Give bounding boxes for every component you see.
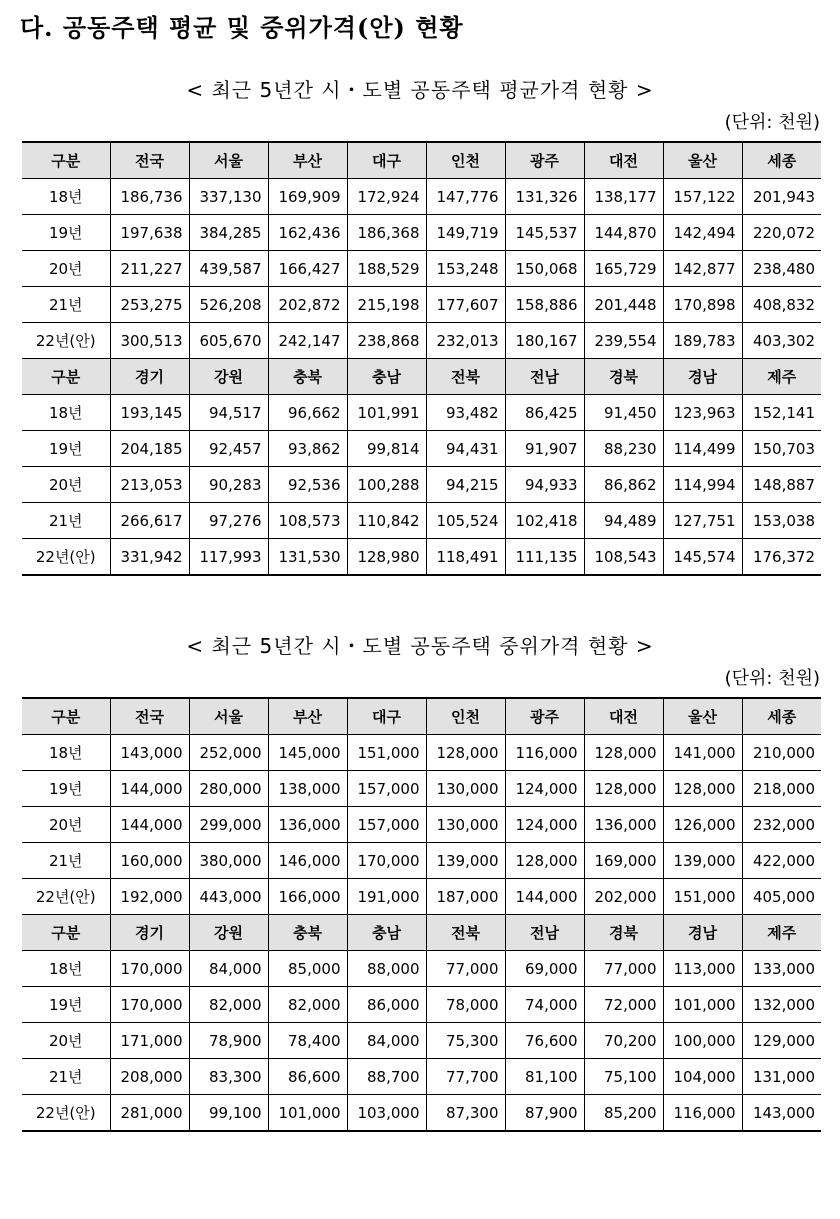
column-header: 광주 <box>505 698 584 735</box>
value-cell: 124,000 <box>505 771 584 807</box>
value-cell: 116,000 <box>505 735 584 771</box>
column-header: 경북 <box>584 915 663 951</box>
table-header-row <box>22 698 821 735</box>
column-header: 구분 <box>22 142 110 179</box>
average-price-unit-label: (단위: 천원) <box>724 112 820 133</box>
column-header: 전북 <box>426 359 505 395</box>
value-cell: 86,862 <box>584 467 663 503</box>
value-cell: 213,053 <box>110 467 189 503</box>
value-cell: 201,448 <box>584 287 663 323</box>
value-cell: 157,122 <box>663 179 742 215</box>
value-cell: 141,000 <box>663 735 742 771</box>
row-label-cell: 22년(안) <box>22 539 110 576</box>
value-cell: 77,000 <box>426 951 505 987</box>
value-cell: 405,000 <box>742 879 821 915</box>
value-cell: 130,000 <box>426 771 505 807</box>
value-cell: 111,135 <box>505 539 584 576</box>
value-cell: 403,302 <box>742 323 821 359</box>
value-cell: 101,000 <box>268 1095 347 1132</box>
value-cell: 124,000 <box>505 807 584 843</box>
table-row <box>22 215 821 251</box>
value-cell: 142,877 <box>663 251 742 287</box>
column-header: 울산 <box>663 142 742 179</box>
value-cell: 81,100 <box>505 1059 584 1095</box>
value-cell: 160,000 <box>110 843 189 879</box>
value-cell: 145,574 <box>663 539 742 576</box>
average-price-table-caption: < 최근 5년간 시・도별 공동주택 평균가격 현황 > <box>186 78 654 102</box>
value-cell: 143,000 <box>742 1095 821 1132</box>
value-cell: 94,517 <box>189 395 268 431</box>
value-cell: 94,431 <box>426 431 505 467</box>
column-header: 제주 <box>742 359 821 395</box>
value-cell: 126,000 <box>663 807 742 843</box>
table-row <box>22 843 821 879</box>
value-cell: 186,368 <box>347 215 426 251</box>
median-price-unit-label: (단위: 천원) <box>724 668 820 689</box>
value-cell: 108,573 <box>268 503 347 539</box>
value-cell: 86,425 <box>505 395 584 431</box>
row-label-cell: 21년 <box>22 503 110 539</box>
column-header: 대구 <box>347 698 426 735</box>
value-cell: 201,943 <box>742 179 821 215</box>
column-header: 울산 <box>663 698 742 735</box>
value-cell: 218,000 <box>742 771 821 807</box>
value-cell: 172,924 <box>347 179 426 215</box>
value-cell: 144,000 <box>505 879 584 915</box>
value-cell: 117,993 <box>189 539 268 576</box>
value-cell: 146,000 <box>268 843 347 879</box>
value-cell: 170,000 <box>347 843 426 879</box>
value-cell: 72,000 <box>584 987 663 1023</box>
value-cell: 93,862 <box>268 431 347 467</box>
median-price-table-caption: < 최근 5년간 시・도별 공동주택 중위가격 현황 > <box>186 634 654 658</box>
value-cell: 331,942 <box>110 539 189 576</box>
value-cell: 87,900 <box>505 1095 584 1132</box>
value-cell: 202,872 <box>268 287 347 323</box>
value-cell: 157,000 <box>347 771 426 807</box>
table-row <box>22 1023 821 1059</box>
column-header: 경남 <box>663 915 742 951</box>
value-cell: 84,000 <box>347 1023 426 1059</box>
column-header: 광주 <box>505 142 584 179</box>
table-row <box>22 987 821 1023</box>
value-cell: 131,326 <box>505 179 584 215</box>
table-row <box>22 395 821 431</box>
value-cell: 150,703 <box>742 431 821 467</box>
table-header-row <box>22 142 821 179</box>
value-cell: 82,000 <box>189 987 268 1023</box>
value-cell: 239,554 <box>584 323 663 359</box>
value-cell: 69,000 <box>505 951 584 987</box>
row-label-cell: 20년 <box>22 467 110 503</box>
column-header: 구분 <box>22 698 110 735</box>
column-header: 전남 <box>505 359 584 395</box>
value-cell: 193,145 <box>110 395 189 431</box>
value-cell: 88,700 <box>347 1059 426 1095</box>
value-cell: 132,000 <box>742 987 821 1023</box>
section-heading: 다. 공동주택 평균 및 중위가격(안) 현황 <box>20 13 464 42</box>
value-cell: 526,208 <box>189 287 268 323</box>
value-cell: 138,000 <box>268 771 347 807</box>
value-cell: 152,141 <box>742 395 821 431</box>
column-header: 세종 <box>742 142 821 179</box>
value-cell: 171,000 <box>110 1023 189 1059</box>
column-header: 대전 <box>584 142 663 179</box>
value-cell: 299,000 <box>189 807 268 843</box>
row-label-cell: 20년 <box>22 1023 110 1059</box>
column-header: 강원 <box>189 359 268 395</box>
column-header: 전국 <box>110 698 189 735</box>
value-cell: 153,038 <box>742 503 821 539</box>
value-cell: 129,000 <box>742 1023 821 1059</box>
value-cell: 70,200 <box>584 1023 663 1059</box>
row-label-cell: 19년 <box>22 987 110 1023</box>
value-cell: 92,457 <box>189 431 268 467</box>
value-cell: 100,000 <box>663 1023 742 1059</box>
table-row <box>22 179 821 215</box>
value-cell: 144,870 <box>584 215 663 251</box>
value-cell: 91,450 <box>584 395 663 431</box>
value-cell: 266,617 <box>110 503 189 539</box>
table-row <box>22 467 821 503</box>
column-header: 구분 <box>22 359 110 395</box>
value-cell: 131,530 <box>268 539 347 576</box>
value-cell: 145,000 <box>268 735 347 771</box>
value-cell: 443,000 <box>189 879 268 915</box>
value-cell: 102,418 <box>505 503 584 539</box>
value-cell: 76,600 <box>505 1023 584 1059</box>
value-cell: 145,537 <box>505 215 584 251</box>
median-price-table <box>22 697 821 1132</box>
column-header: 서울 <box>189 698 268 735</box>
value-cell: 187,000 <box>426 879 505 915</box>
table-row <box>22 431 821 467</box>
table-row <box>22 807 821 843</box>
value-cell: 86,000 <box>347 987 426 1023</box>
value-cell: 92,536 <box>268 467 347 503</box>
table-row <box>22 1095 821 1132</box>
row-label-cell: 22년(안) <box>22 323 110 359</box>
value-cell: 380,000 <box>189 843 268 879</box>
value-cell: 99,100 <box>189 1095 268 1132</box>
value-cell: 90,283 <box>189 467 268 503</box>
value-cell: 281,000 <box>110 1095 189 1132</box>
value-cell: 232,013 <box>426 323 505 359</box>
value-cell: 88,230 <box>584 431 663 467</box>
value-cell: 170,898 <box>663 287 742 323</box>
value-cell: 180,167 <box>505 323 584 359</box>
column-header: 구분 <box>22 915 110 951</box>
table-row <box>22 951 821 987</box>
value-cell: 202,000 <box>584 879 663 915</box>
value-cell: 101,991 <box>347 395 426 431</box>
value-cell: 133,000 <box>742 951 821 987</box>
column-header: 경기 <box>110 359 189 395</box>
value-cell: 130,000 <box>426 807 505 843</box>
value-cell: 118,491 <box>426 539 505 576</box>
column-header: 대전 <box>584 698 663 735</box>
table-header-row <box>22 915 821 951</box>
column-header: 충남 <box>347 915 426 951</box>
value-cell: 253,275 <box>110 287 189 323</box>
row-label-cell: 20년 <box>22 807 110 843</box>
value-cell: 78,900 <box>189 1023 268 1059</box>
column-header: 인천 <box>426 142 505 179</box>
value-cell: 176,372 <box>742 539 821 576</box>
value-cell: 104,000 <box>663 1059 742 1095</box>
value-cell: 74,000 <box>505 987 584 1023</box>
value-cell: 169,909 <box>268 179 347 215</box>
column-header: 부산 <box>268 142 347 179</box>
table-row <box>22 771 821 807</box>
value-cell: 215,198 <box>347 287 426 323</box>
row-label-cell: 19년 <box>22 771 110 807</box>
value-cell: 108,543 <box>584 539 663 576</box>
column-header: 제주 <box>742 915 821 951</box>
value-cell: 101,000 <box>663 987 742 1023</box>
value-cell: 82,000 <box>268 987 347 1023</box>
value-cell: 78,400 <box>268 1023 347 1059</box>
value-cell: 210,000 <box>742 735 821 771</box>
column-header: 충북 <box>268 915 347 951</box>
value-cell: 252,000 <box>189 735 268 771</box>
row-label-cell: 21년 <box>22 287 110 323</box>
column-header: 경남 <box>663 359 742 395</box>
row-label-cell: 22년(안) <box>22 1095 110 1132</box>
value-cell: 78,000 <box>426 987 505 1023</box>
value-cell: 131,000 <box>742 1059 821 1095</box>
value-cell: 85,000 <box>268 951 347 987</box>
row-label-cell: 18년 <box>22 735 110 771</box>
value-cell: 116,000 <box>663 1095 742 1132</box>
value-cell: 169,000 <box>584 843 663 879</box>
row-label-cell: 19년 <box>22 431 110 467</box>
value-cell: 97,276 <box>189 503 268 539</box>
value-cell: 85,200 <box>584 1095 663 1132</box>
value-cell: 162,436 <box>268 215 347 251</box>
value-cell: 170,000 <box>110 951 189 987</box>
value-cell: 139,000 <box>663 843 742 879</box>
value-cell: 128,000 <box>584 771 663 807</box>
column-header: 전남 <box>505 915 584 951</box>
column-header: 충북 <box>268 359 347 395</box>
row-label-cell: 22년(안) <box>22 879 110 915</box>
value-cell: 127,751 <box>663 503 742 539</box>
column-header: 부산 <box>268 698 347 735</box>
row-label-cell: 19년 <box>22 215 110 251</box>
column-header: 인천 <box>426 698 505 735</box>
value-cell: 144,000 <box>110 771 189 807</box>
value-cell: 77,000 <box>584 951 663 987</box>
value-cell: 128,000 <box>663 771 742 807</box>
value-cell: 114,499 <box>663 431 742 467</box>
table-row <box>22 323 821 359</box>
value-cell: 128,000 <box>584 735 663 771</box>
value-cell: 208,000 <box>110 1059 189 1095</box>
value-cell: 232,000 <box>742 807 821 843</box>
value-cell: 300,513 <box>110 323 189 359</box>
value-cell: 384,285 <box>189 215 268 251</box>
value-cell: 211,227 <box>110 251 189 287</box>
column-header: 세종 <box>742 698 821 735</box>
value-cell: 93,482 <box>426 395 505 431</box>
value-cell: 86,600 <box>268 1059 347 1095</box>
value-cell: 148,887 <box>742 467 821 503</box>
row-label-cell: 21년 <box>22 843 110 879</box>
value-cell: 157,000 <box>347 807 426 843</box>
column-header: 경북 <box>584 359 663 395</box>
table-row <box>22 735 821 771</box>
value-cell: 197,638 <box>110 215 189 251</box>
value-cell: 280,000 <box>189 771 268 807</box>
value-cell: 144,000 <box>110 807 189 843</box>
value-cell: 142,494 <box>663 215 742 251</box>
value-cell: 422,000 <box>742 843 821 879</box>
value-cell: 188,529 <box>347 251 426 287</box>
value-cell: 139,000 <box>426 843 505 879</box>
value-cell: 166,000 <box>268 879 347 915</box>
column-header: 대구 <box>347 142 426 179</box>
column-header: 전국 <box>110 142 189 179</box>
value-cell: 153,248 <box>426 251 505 287</box>
value-cell: 91,907 <box>505 431 584 467</box>
row-label-cell: 21년 <box>22 1059 110 1095</box>
table-row <box>22 539 821 576</box>
row-label-cell: 18년 <box>22 179 110 215</box>
value-cell: 113,000 <box>663 951 742 987</box>
table-row <box>22 503 821 539</box>
value-cell: 151,000 <box>347 735 426 771</box>
row-label-cell: 20년 <box>22 251 110 287</box>
column-header: 강원 <box>189 915 268 951</box>
table-row <box>22 879 821 915</box>
value-cell: 88,000 <box>347 951 426 987</box>
value-cell: 408,832 <box>742 287 821 323</box>
value-cell: 128,000 <box>426 735 505 771</box>
value-cell: 150,068 <box>505 251 584 287</box>
value-cell: 75,300 <box>426 1023 505 1059</box>
value-cell: 143,000 <box>110 735 189 771</box>
value-cell: 191,000 <box>347 879 426 915</box>
value-cell: 177,607 <box>426 287 505 323</box>
value-cell: 138,177 <box>584 179 663 215</box>
value-cell: 94,933 <box>505 467 584 503</box>
value-cell: 87,300 <box>426 1095 505 1132</box>
average-price-table <box>22 141 821 576</box>
table-row <box>22 1059 821 1095</box>
value-cell: 123,963 <box>663 395 742 431</box>
column-header: 경기 <box>110 915 189 951</box>
value-cell: 242,147 <box>268 323 347 359</box>
table-row <box>22 287 821 323</box>
value-cell: 128,980 <box>347 539 426 576</box>
row-label-cell: 18년 <box>22 951 110 987</box>
value-cell: 204,185 <box>110 431 189 467</box>
value-cell: 165,729 <box>584 251 663 287</box>
value-cell: 136,000 <box>584 807 663 843</box>
value-cell: 189,783 <box>663 323 742 359</box>
column-header: 서울 <box>189 142 268 179</box>
value-cell: 83,300 <box>189 1059 268 1095</box>
value-cell: 158,886 <box>505 287 584 323</box>
value-cell: 94,489 <box>584 503 663 539</box>
value-cell: 136,000 <box>268 807 347 843</box>
value-cell: 105,524 <box>426 503 505 539</box>
value-cell: 151,000 <box>663 879 742 915</box>
value-cell: 114,994 <box>663 467 742 503</box>
row-label-cell: 18년 <box>22 395 110 431</box>
value-cell: 238,868 <box>347 323 426 359</box>
value-cell: 147,776 <box>426 179 505 215</box>
value-cell: 149,719 <box>426 215 505 251</box>
value-cell: 439,587 <box>189 251 268 287</box>
value-cell: 128,000 <box>505 843 584 879</box>
value-cell: 94,215 <box>426 467 505 503</box>
column-header: 전북 <box>426 915 505 951</box>
value-cell: 186,736 <box>110 179 189 215</box>
value-cell: 75,100 <box>584 1059 663 1095</box>
value-cell: 84,000 <box>189 951 268 987</box>
value-cell: 238,480 <box>742 251 821 287</box>
value-cell: 192,000 <box>110 879 189 915</box>
value-cell: 220,072 <box>742 215 821 251</box>
value-cell: 337,130 <box>189 179 268 215</box>
value-cell: 99,814 <box>347 431 426 467</box>
value-cell: 110,842 <box>347 503 426 539</box>
table-header-row <box>22 359 821 395</box>
column-header: 충남 <box>347 359 426 395</box>
value-cell: 100,288 <box>347 467 426 503</box>
value-cell: 96,662 <box>268 395 347 431</box>
value-cell: 77,700 <box>426 1059 505 1095</box>
value-cell: 103,000 <box>347 1095 426 1132</box>
value-cell: 166,427 <box>268 251 347 287</box>
value-cell: 605,670 <box>189 323 268 359</box>
table-row <box>22 251 821 287</box>
value-cell: 170,000 <box>110 987 189 1023</box>
